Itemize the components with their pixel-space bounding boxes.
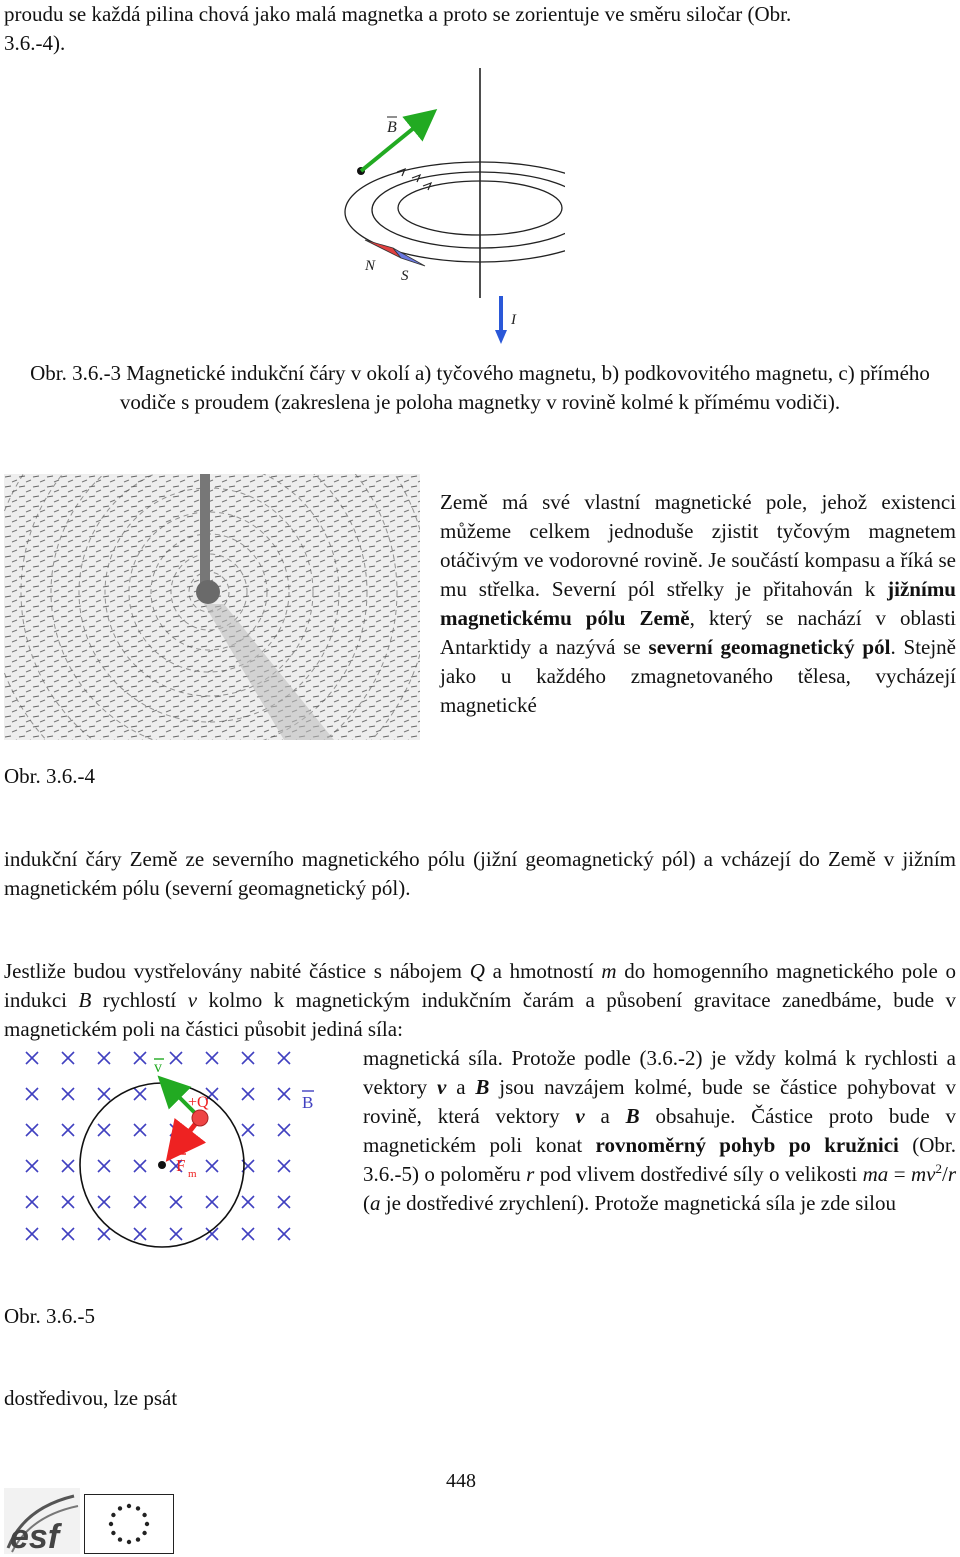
figure-3-caption: Obr. 3.6.-3 Magnetické indukční čáry v okolí a) tyčového magnetu, b) podkovovitého magnetu, c) přímého vodiče s proudem (zakreslena je poloha magnetky v rovině kolmé k přímému vodiči).: [30, 361, 930, 414]
current-arrow: [495, 330, 507, 344]
v-label: v: [154, 1059, 162, 1076]
b-field-label: B: [302, 1093, 314, 1112]
svg-text:esf: esf: [10, 1518, 60, 1554]
iron-filings-photo: [4, 474, 420, 740]
eu-star: [127, 1540, 131, 1544]
induction-paragraph: indukční čáry Země ze severního magnetického pólu (jižní geomagnetický pól) a vcházejí do Země v jižním magnetickém pólu (severní geomagnetický pól).: [4, 847, 956, 900]
force-subscript: m: [188, 1168, 197, 1180]
closing-text: dostředivou, lze psát: [4, 1386, 178, 1410]
figure-4-label: Obr. 3.6.-4: [4, 764, 95, 788]
eu-star: [136, 1537, 140, 1541]
eu-star: [142, 1513, 146, 1517]
eu-star: [118, 1537, 122, 1541]
force-label: F: [176, 1156, 186, 1175]
eu-star: [118, 1506, 122, 1510]
conductor-field-figure: [335, 62, 565, 352]
eu-star: [136, 1506, 140, 1510]
eu-star: [109, 1522, 113, 1526]
page-number: 448: [446, 1470, 476, 1492]
esf-logo: [4, 1488, 80, 1554]
south-magnetic-pole-text: jižnímu magnetickému pólu Země: [440, 577, 956, 630]
eu-star: [127, 1504, 131, 1508]
eu-star: [145, 1522, 149, 1526]
charge-paragraph: Jestliže budou vystřelovány nabité částice s nábojem Q a hmotností m do homogenního magnetického pole o indukci B rychlostí v kolmo k magnetickým indukčním čarám a působení gravitace zanedbáme, bude v magnetickém poli na částici působit jediná síla:: [4, 959, 956, 1041]
earth-paragraph: Země má své vlastní magnetické pole, jehož existenci můžeme celkem jednoduše zjistit tyčovým magnetem otáčivým ve vodorovné rovině. Je součástí kompasu a říká se mu střelka. Severní pól střelky je přitahován k jižnímu magnetickému pólu Země, který se nachází v oblasti Antarktidy a nazývá se severní geomagnetický pól. Stejně jako u každého zmagnetovaného tělesa, vycházejí magnetické: [440, 490, 957, 717]
eu-star: [111, 1513, 115, 1517]
eu-star: [142, 1531, 146, 1535]
circle-center: [158, 1161, 166, 1169]
n-label: N: [365, 258, 376, 274]
intro-line-1: proudu se každá pilina chová jako malá magnetka a proto se zorientuje ve směru siločar (Obr.: [4, 2, 792, 26]
needle-north: [365, 240, 401, 258]
b-label: B: [387, 119, 397, 136]
field-crosses: [26, 1052, 290, 1240]
charged-particle-figure: [20, 1050, 330, 1250]
q-label: +Q: [188, 1094, 209, 1111]
i-label: I: [511, 312, 516, 328]
intro-line-2: 3.6.-4).: [4, 31, 66, 55]
right-paragraph: magnetická síla. Protože podle (3.6.-2) je vždy kolmá k rychlosti a vektory v a B jsou navzájem kolmé, bude se částice pohybovat v rovině, která vektory v a B obsahuje. Částice proto bude v magnetickém poli konat rovnoměrný pohyb po kružnici (Obr. 3.6.-5) o poloměru r pod vlivem dostředivé síly o velikosti ma = $mv^2/r$ (a je dostředivé zrychlení). Protože magnetická síla je zde silou: [363, 1046, 957, 1215]
figure-5-label: Obr. 3.6.-5: [4, 1304, 95, 1328]
north-geomagnetic-pole-text: severní geomagnetický pól: [648, 635, 891, 659]
eu-star: [111, 1531, 115, 1535]
intro-paragraph: [4, 0, 954, 58]
particle: [192, 1110, 208, 1126]
eu-flag-logo: [84, 1494, 174, 1554]
uniform-circular-motion-text: rovnoměrný pohyb po kružnici: [595, 1133, 899, 1157]
s-label: S: [401, 268, 409, 284]
